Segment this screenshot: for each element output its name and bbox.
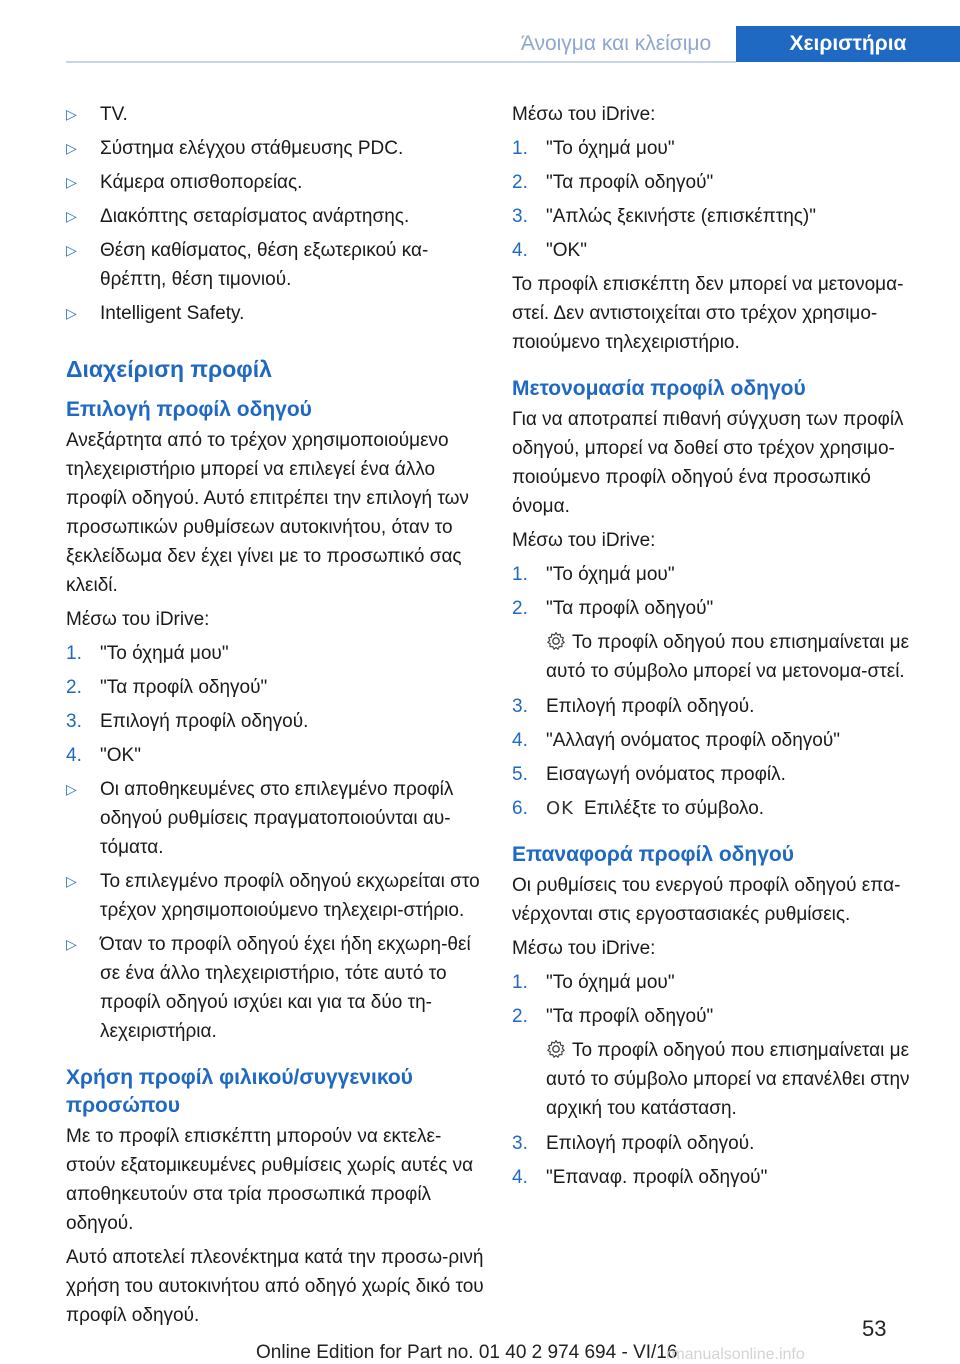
paragraph-select-profile: Ανεξάρτητα από το τρέχον χρησιμοποιούμενο τηλεχειριστήριο μπορεί να επιλεγεί ένα άλλο προφίλ οδηγού. Αυτό επιτρέπει την επιλογή των προσωπικών ρυθμίσεων αυτοκινήτου, όταν το ξεκλείδωμα δεν έχει γίνει με το προσωπικό σας κλειδί.: [66, 430, 469, 596]
subheading-rename-profile: Μετονομασία προφίλ οδηγού: [512, 377, 806, 400]
bullet-arrow-icon: ▷: [66, 873, 77, 889]
step-number: 1.: [512, 564, 528, 585]
list-item: 1. "Το όχημά μου": [512, 560, 932, 589]
list-item: 3. "Απλώς ξεκινήστε (επισκέπτης)": [512, 202, 932, 231]
step-number: 4.: [512, 730, 528, 751]
rename-symbol-note: Το προφίλ οδηγού που επισημαίνεται με αυτό το σύμβολο μπορεί να μετονομα-στεί.: [546, 632, 910, 682]
list-item: ▷ Όταν το προφίλ οδηγού έχει ήδη εκχωρη-θεί σε ένα άλλο τηλεχειριστήριο, τότε αυτό το προφίλ οδηγού ισχύει και για τα δύο τη-λεχειριστήρια.: [66, 930, 484, 1046]
via-idrive-label: Μέσω του iDrive:: [66, 609, 210, 630]
list-item: 3. Επιλογή προφίλ οδηγού.: [512, 1129, 932, 1158]
list-item: 1. "Το όχημά μου": [66, 639, 484, 668]
bullet-arrow-icon: ▷: [66, 936, 77, 952]
via-idrive-label: Μέσω του iDrive:: [512, 104, 656, 125]
via-idrive-label: Μέσω του iDrive:: [512, 938, 656, 959]
header-chapter-tab: Χειριστήρια: [736, 26, 960, 62]
step-number: 3.: [512, 696, 528, 717]
list-item: ▷ Οι αποθηκευμένες στο επιλεγμένο προφίλ οδηγού ρυθμίσεις πραγματοποιούνται αυ-τόματα.: [66, 775, 484, 862]
paragraph-guest-2: Αυτό αποτελεί πλεονέκτημα κατά την προσω-ρινή χρήση του αυτοκινήτου από οδηγό χωρίς δικό του προφίλ οδηγού.: [66, 1247, 484, 1326]
list-item: 5. Εισαγωγή ονόματος προφίλ.: [512, 760, 932, 789]
step-number: 4.: [512, 1167, 528, 1188]
list-item: 4. "Αλλαγή ονόματος προφίλ οδηγού": [512, 726, 932, 755]
list-item: 2. "Τα προφίλ οδηγού": [512, 1002, 932, 1031]
list-item: ▷ Το επιλεγμένο προφίλ οδηγού εκχωρείται στο τρέχον χρησιμοποιούμενο τηλεχειρι-στήριο.: [66, 867, 484, 925]
list-item: 1. "Το όχημά μου": [512, 968, 932, 997]
subheading-select-profile: Επιλογή προφίλ οδηγού: [66, 398, 312, 421]
step-number: 3.: [66, 711, 82, 732]
bullet-arrow-icon: ▷: [66, 106, 77, 122]
list-item: 2. "Τα προφίλ οδηγού": [66, 673, 484, 702]
step-number: 2.: [66, 677, 82, 698]
list-item: ▷ Διακόπτης σεταρίσματος ανάρτησης.: [66, 202, 484, 231]
list-item: ▷ Σύστημα ελέγχου στάθμευσης PDC.: [66, 134, 484, 163]
bullet-arrow-icon: ▷: [66, 140, 77, 156]
bullet-arrow-icon: ▷: [66, 208, 77, 224]
list-item: ▷ Intelligent Safety.: [66, 299, 484, 328]
page-number: 53: [862, 1316, 887, 1341]
list-item: 4. "Επαναφ. προφίλ οδηγού": [512, 1163, 932, 1192]
list-item: 4. "OK": [66, 741, 484, 770]
list-item: 3. Επιλογή προφίλ οδηγού.: [66, 707, 484, 736]
section-heading-profiles: Διαχείριση προφίλ: [66, 356, 272, 382]
step-number: 4.: [512, 240, 528, 261]
step-number: 1.: [512, 972, 528, 993]
subheading-guest-profile: Χρήση προφίλ φιλικού/συγγενικού προσώπου: [66, 1066, 413, 1117]
list-item: ▷ Κάμερα οπισθοπορείας.: [66, 168, 484, 197]
step-number: 1.: [66, 643, 82, 664]
footer-edition: Online Edition for Part no. 01 40 2 974 694 - VI/16: [256, 1342, 678, 1363]
list-item: 6. OK Επιλέξτε το σύμβολο.: [512, 794, 932, 823]
step-number: 3.: [512, 206, 528, 227]
paragraph-reset: Οι ρυθμίσεις του ενεργού προφίλ οδηγού επα-νέρχονται στις εργοστασιακές ρυθμίσεις.: [512, 875, 901, 925]
paragraph-guest-1: Με το προφίλ επισκέπτη μπορούν να εκτελε-στούν εξατομικευμένες ρυθμίσεις χωρίς αυτές να αποθηκευτούν στα τρία προσωπικά προφίλ οδηγού.: [66, 1126, 474, 1234]
list-item: 1. "Το όχημά μου": [512, 134, 932, 163]
page-header: [0, 0, 960, 62]
step-number: 4.: [66, 745, 82, 766]
step-number: 2.: [512, 172, 528, 193]
left-column: [66, 100, 484, 1335]
bullet-arrow-icon: ▷: [66, 174, 77, 190]
paragraph-guest-note: Το προφίλ επισκέπτη δεν μπορεί να μετονομα-στεί. Δεν αντιστοιχείται στο τρέχον χρησιμο-ποιούμενο τηλεχειριστήριο.: [512, 274, 904, 353]
ok-symbol-icon: OK: [546, 798, 574, 819]
header-rule: [66, 61, 736, 63]
step-number: 3.: [512, 1133, 528, 1154]
list-item: 2. "Τα προφίλ οδηγού": [512, 594, 932, 623]
step-number: 2.: [512, 1006, 528, 1027]
via-idrive-label: Μέσω του iDrive:: [512, 530, 656, 551]
paragraph-rename: Για να αποτραπεί πιθανή σύγχυση των προφίλ οδηγού, μπορεί να δοθεί στο τρέχον χρησιμο-ποιούμενο προφίλ οδηγού ένα προσωπικό όνομα.: [512, 409, 904, 517]
step-number: 1.: [512, 138, 528, 159]
list-item: 2. "Τα προφίλ οδηγού": [512, 168, 932, 197]
subheading-reset-profile: Επαναφορά προφίλ οδηγού: [512, 843, 794, 866]
list-item: 4. "OK": [512, 236, 932, 265]
bullet-arrow-icon: ▷: [66, 242, 77, 258]
gear-icon: [546, 1039, 566, 1059]
step-number: 5.: [512, 764, 528, 785]
header-section-title: Άνοιγμα και κλείσιμο: [520, 32, 712, 55]
reset-symbol-note: Το προφίλ οδηγού που επισημαίνεται με αυτό το σύμβολο μπορεί να επανέλθει στην αρχική του κατάσταση.: [546, 1040, 910, 1119]
list-item: ▷ Θέση καθίσματος, θέση εξωτερικού κα-θρέπτη, θέση τιμονιού.: [66, 236, 484, 294]
right-column: [512, 100, 932, 1197]
bullet-arrow-icon: ▷: [66, 305, 77, 321]
list-item: ▷ TV.: [66, 100, 484, 129]
gear-icon: [546, 631, 566, 651]
step-number: 6.: [512, 798, 528, 819]
step-number: 2.: [512, 598, 528, 619]
watermark: rmanualsonline.info: [666, 1346, 805, 1363]
bullet-arrow-icon: ▷: [66, 781, 77, 797]
list-item: 3. Επιλογή προφίλ οδηγού.: [512, 692, 932, 721]
